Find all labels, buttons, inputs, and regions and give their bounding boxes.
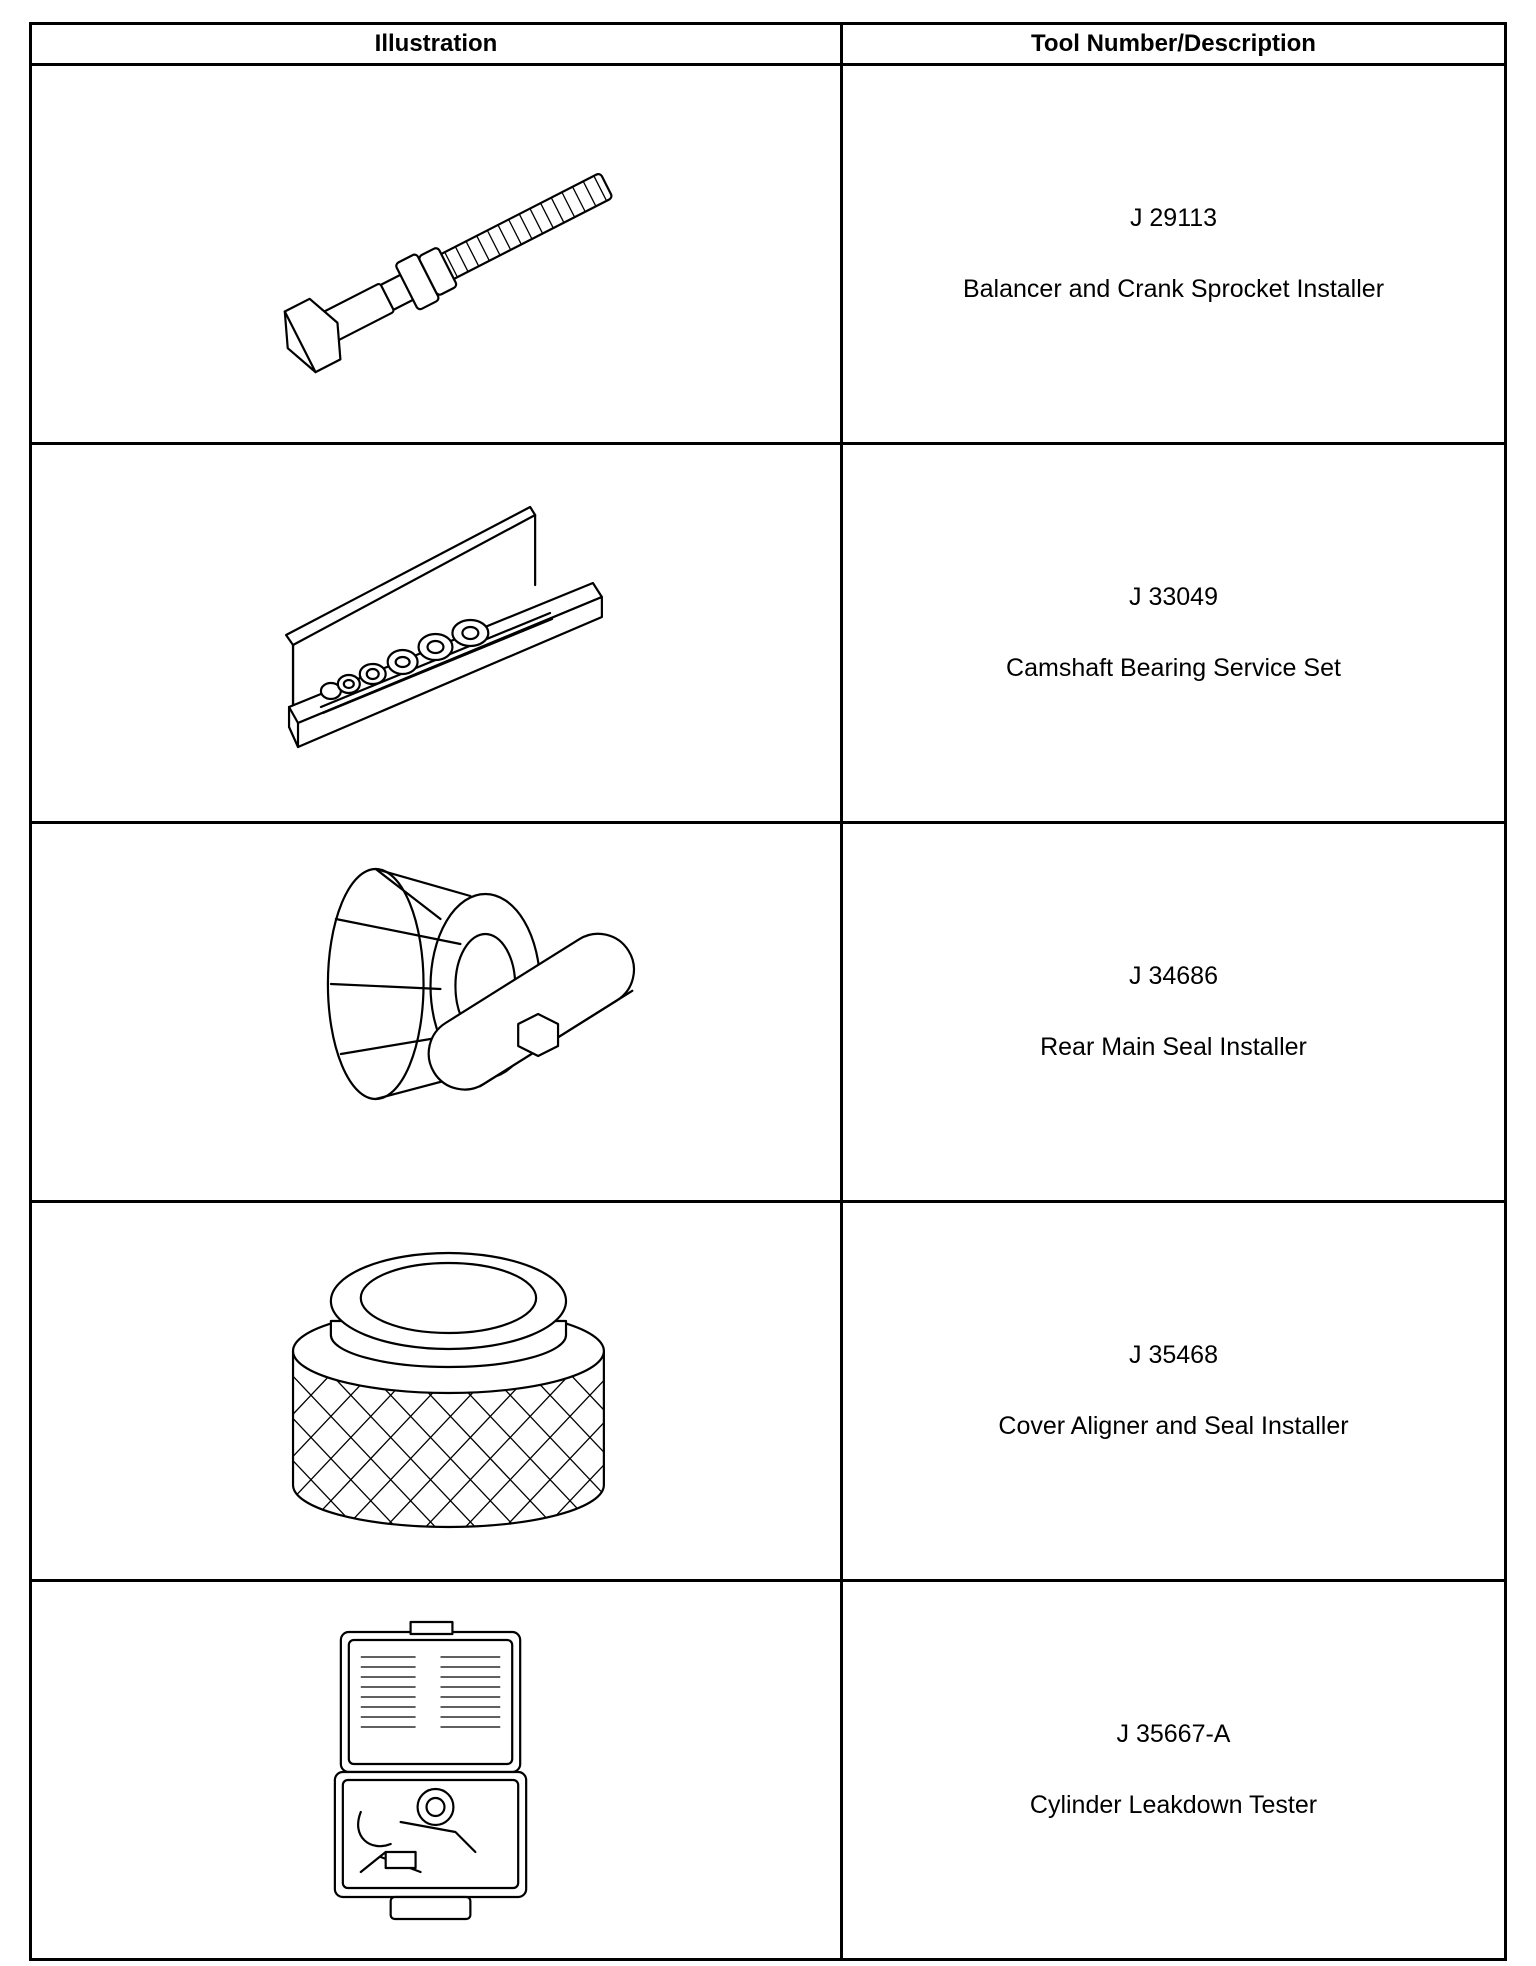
tool-number: J 29113	[1129, 204, 1218, 232]
seal-installer-tool-icon	[32, 824, 840, 1200]
tool-number: J 35667-A	[1116, 1720, 1231, 1748]
tool-description: Balancer and Crank Sprocket Installer	[962, 275, 1385, 303]
illustration-cell	[31, 823, 842, 1202]
tool-description: Cylinder Leakdown Tester	[1029, 1791, 1318, 1819]
tool-number: J 34686	[1129, 962, 1218, 990]
table-row	[31, 444, 1506, 823]
tool-number: J 35468	[1129, 1341, 1218, 1369]
table-header-row	[31, 24, 1506, 65]
special-tools-table	[29, 22, 1507, 1961]
tool-description: Cover Aligner and Seal Installer	[998, 1412, 1349, 1440]
illustration-cell	[31, 1202, 842, 1581]
tool-description-cell	[842, 444, 1506, 823]
tool-number: J 33049	[1129, 583, 1218, 611]
tool-description: Camshaft Bearing Service Set	[1006, 654, 1341, 682]
table-row	[31, 823, 1506, 1202]
illustration-cell	[31, 444, 842, 823]
knurled-aligner-icon	[32, 1203, 840, 1579]
header-tool-number-description: Tool Number/Description	[842, 24, 1506, 65]
tool-description-cell	[842, 823, 1506, 1202]
table-row	[31, 1202, 1506, 1581]
tool-description-cell	[842, 1581, 1506, 1960]
threaded-bolt-installer-icon	[32, 66, 840, 442]
tool-description-cell	[842, 1202, 1506, 1581]
illustration-cell	[31, 1581, 842, 1960]
table-row	[31, 65, 1506, 444]
leakdown-tester-case-icon	[32, 1582, 840, 1958]
tool-description-cell	[842, 65, 1506, 444]
table-row	[31, 1581, 1506, 1960]
header-illustration: Illustration	[31, 24, 842, 65]
illustration-cell	[31, 65, 842, 444]
bearing-service-set-case-icon	[32, 445, 840, 821]
tool-description: Rear Main Seal Installer	[1040, 1033, 1307, 1061]
